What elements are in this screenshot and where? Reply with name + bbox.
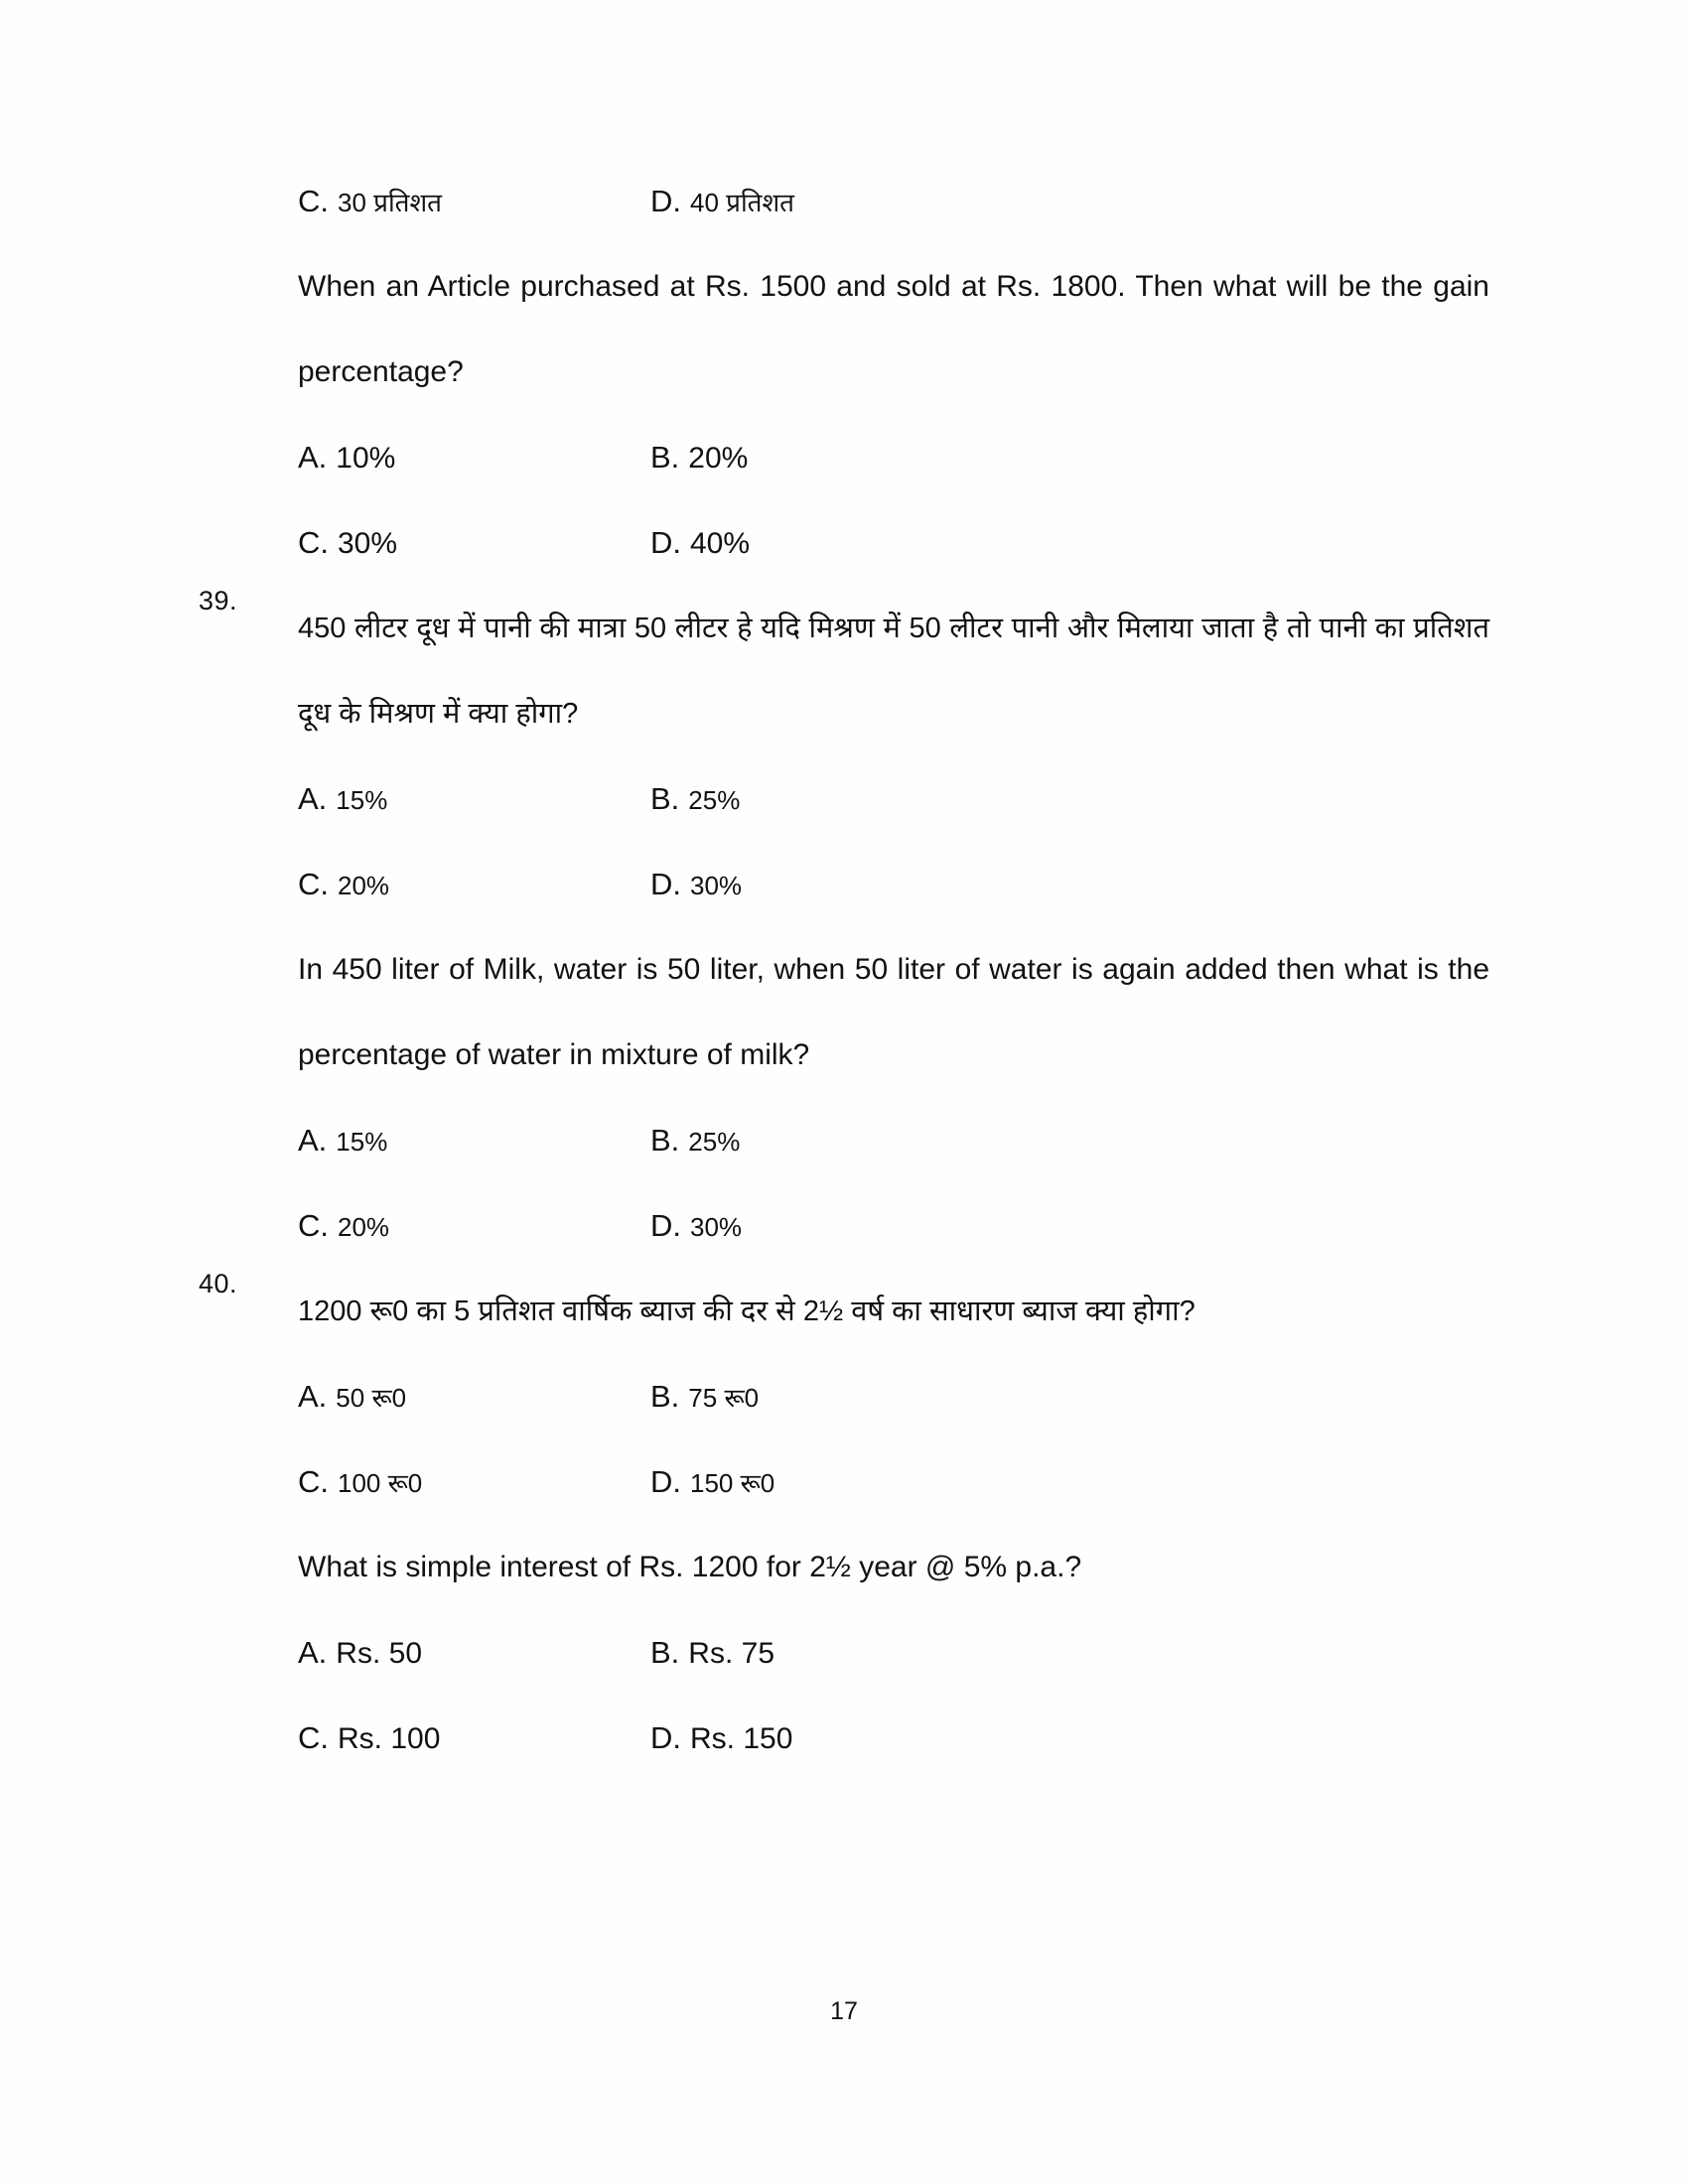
option-row xyxy=(298,500,1489,586)
option-row xyxy=(298,1610,1489,1696)
option-value: 25% xyxy=(688,785,741,815)
option-row xyxy=(298,415,1489,500)
q39-hindi-question: 450 लीटर दूध में पानी की मात्रा 50 लीटर हे यदि मिश्रण में 50 लीटर पानी और मिलाया जाता है तो पानी का प्रतिशत दूध के मिश्रण में क्या होगा? xyxy=(298,613,1489,730)
q38-english-question: When an Article purchased at Rs. 1500 and sold at Rs. 1800. Then what will be the gain percentage? xyxy=(298,270,1489,388)
option-letter: A. xyxy=(298,1635,328,1670)
option-value: 30% xyxy=(338,527,398,560)
option-row xyxy=(298,842,1489,927)
option-d[interactable] xyxy=(650,1208,1489,1244)
question-39 xyxy=(199,586,1489,1269)
option-value: 30% xyxy=(690,871,743,900)
option-letter: B. xyxy=(650,1379,680,1414)
option-b[interactable] xyxy=(650,1123,1489,1159)
option-a[interactable] xyxy=(298,1123,650,1159)
option-letter: D. xyxy=(650,867,681,901)
option-value: Rs. 75 xyxy=(688,1637,775,1670)
option-letter: B. xyxy=(650,440,680,475)
option-value: 30 प्रतिशत xyxy=(338,188,442,217)
question-number: 39. xyxy=(199,586,238,615)
option-row xyxy=(298,1183,1489,1269)
question-38-continuation xyxy=(298,159,1489,586)
option-letter: C. xyxy=(298,1208,329,1243)
option-c[interactable] xyxy=(298,525,650,561)
option-value: 75 रू0 xyxy=(688,1383,760,1413)
q40-hindi-options xyxy=(298,1354,1489,1525)
option-d[interactable] xyxy=(650,1464,1489,1500)
option-row xyxy=(298,756,1489,842)
option-letter: A. xyxy=(298,1123,328,1158)
q40-english-question: What is simple interest of Rs. 1200 for 2½ year @ 5% p.a.? xyxy=(298,1551,1082,1583)
question-number: 40. xyxy=(199,1269,238,1298)
option-letter: C. xyxy=(298,867,329,901)
option-value: 150 रू0 xyxy=(690,1468,775,1498)
option-d[interactable] xyxy=(650,184,1489,219)
option-row xyxy=(298,1354,1489,1439)
q39-english-options xyxy=(298,1098,1489,1269)
option-letter: D. xyxy=(650,184,681,218)
option-value: 25% xyxy=(688,1127,741,1157)
option-value: 40 प्रतिशत xyxy=(690,188,794,217)
option-d[interactable] xyxy=(650,525,1489,561)
option-c[interactable] xyxy=(298,184,650,219)
option-row xyxy=(298,159,1489,244)
option-a[interactable] xyxy=(298,440,650,476)
option-d[interactable] xyxy=(650,1720,1489,1756)
option-letter: B. xyxy=(650,1635,680,1670)
option-b[interactable] xyxy=(650,1635,1489,1671)
option-letter: D. xyxy=(650,1464,681,1499)
option-row xyxy=(298,1696,1489,1781)
option-value: 20% xyxy=(338,1212,390,1242)
option-letter: A. xyxy=(298,781,328,816)
option-c[interactable] xyxy=(298,1464,650,1500)
option-value: 100 रू0 xyxy=(338,1468,423,1498)
question-column xyxy=(199,159,1489,1781)
option-letter: D. xyxy=(650,1208,681,1243)
option-value: 15% xyxy=(336,1127,388,1157)
option-letter: C. xyxy=(298,525,329,560)
option-letter: C. xyxy=(298,184,329,218)
option-letter: A. xyxy=(298,440,328,475)
option-value: 20% xyxy=(688,442,749,475)
q39-english-question: In 450 liter of Milk, water is 50 liter, when 50 liter of water is again added then what is the percentage of water in mixture of milk? xyxy=(298,953,1489,1071)
q40-hindi-question: 1200 रू0 का 5 प्रतिशत वार्षिक ब्याज की दर से 2½ वर्ष का साधारण ब्याज क्या होगा? xyxy=(298,1296,1196,1327)
option-letter: D. xyxy=(650,1720,681,1755)
option-value: 10% xyxy=(336,442,396,475)
option-c[interactable] xyxy=(298,1720,650,1756)
option-value: 30% xyxy=(690,1212,743,1242)
option-row xyxy=(298,1098,1489,1183)
option-a[interactable] xyxy=(298,1635,650,1671)
page-number: 17 xyxy=(830,1997,858,2025)
option-letter: A. xyxy=(298,1379,328,1414)
option-letter: D. xyxy=(650,525,681,560)
option-letter: C. xyxy=(298,1720,329,1755)
option-c[interactable] xyxy=(298,1208,650,1244)
option-value: 50 रू0 xyxy=(336,1383,407,1413)
option-a[interactable] xyxy=(298,1379,650,1415)
option-value: 15% xyxy=(336,785,388,815)
question-40 xyxy=(199,1269,1489,1781)
option-value: 20% xyxy=(338,871,390,900)
option-b[interactable] xyxy=(650,781,1489,817)
option-a[interactable] xyxy=(298,781,650,817)
option-b[interactable] xyxy=(650,440,1489,476)
option-b[interactable] xyxy=(650,1379,1489,1415)
option-value: Rs. 100 xyxy=(338,1722,441,1755)
option-value: 40% xyxy=(690,527,751,560)
option-letter: B. xyxy=(650,781,680,816)
option-c[interactable] xyxy=(298,867,650,902)
option-d[interactable] xyxy=(650,867,1489,902)
option-value: Rs. 50 xyxy=(336,1637,423,1670)
option-letter: C. xyxy=(298,1464,329,1499)
option-value: Rs. 150 xyxy=(690,1722,793,1755)
q38-hindi-options xyxy=(298,159,1489,244)
q38-english-options xyxy=(298,415,1489,586)
q39-hindi-options xyxy=(298,756,1489,927)
option-row xyxy=(298,1439,1489,1525)
q40-english-options xyxy=(298,1610,1489,1781)
option-letter: B. xyxy=(650,1123,680,1158)
